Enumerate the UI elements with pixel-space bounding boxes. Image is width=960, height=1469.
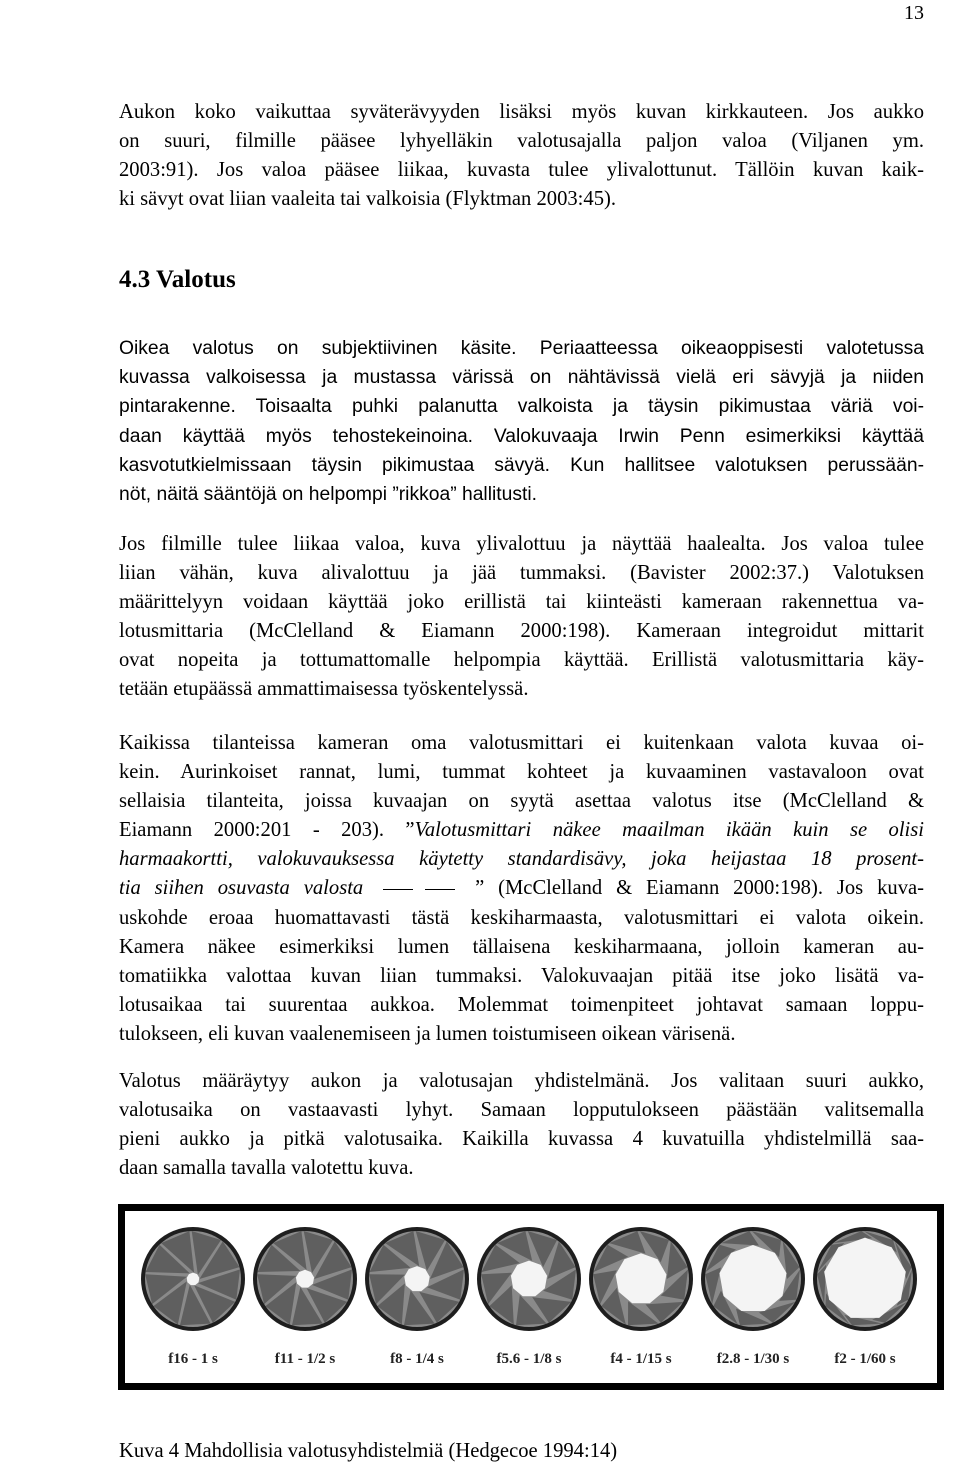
text-line: daan samalla tavalla valotettu kuva. [119,1157,414,1180]
aperture-diagram [589,1227,693,1367]
text-line: tetään etupäässä ammattimaisessa työskentelyssä. [119,678,529,701]
section-heading: 4.3 Valotus [119,266,236,293]
text-line: Valotus määräytyy aukon ja valotusajan yhdistelmänä. Jos valitaan suuri aukko, [119,1070,924,1092]
aperture-diagram [141,1227,245,1367]
text-line: ovat nopeita ja tottumattomalle helpompia käyttää. Erillistä valotusmittaria käy- [119,649,924,672]
aperture-label: f5.6 - 1/8 s [496,1351,562,1367]
quote-run: Valotusmittari näkee maailman ikään kuin se olisi [414,819,924,842]
aperture-label: f16 - 1 s [168,1351,218,1367]
aperture-diagram [365,1227,469,1367]
aperture-diagram [701,1227,805,1367]
quote-run: harmaakortti, valokuvauksessa käytetty standardisävy, joka heijastaa 18 prosent- [119,848,924,871]
paragraph-exposure-combination [119,1067,924,1183]
text-line: daan käyttää myös tehostekeinoina. Valokuvaaja Irwin Penn esimerkiksi käyttää [119,425,924,447]
quote-dash [425,889,455,890]
text-line: sellaisia tilanteita, joissa kuvaajan on syytä asettaa valotus itse (McClelland & [119,790,924,813]
paragraph-exposure-subjective [119,334,924,509]
text-line: kein. Aurinkoiset rannat, lumi, tummat kohteet ja kuvaaminen vastavaloon ovat [119,761,924,784]
text-line [119,816,924,845]
text-line: Kamera näkee esimerkiksi lumen tällaisena keskiharmaana, jolloin kameran au- [119,935,924,958]
text-line: kasvotutkielmissaan täysin pikimustaa sävyä. Kun hallitsee valotuksen perussään- [119,454,924,476]
text-line: ki sävyt ovat liian vaaleita tai valkoisia (Flyktman 2003:45). [119,188,617,211]
figure-caption: Kuva 4 Mahdollisia valotusyhdistelmiä (Hedgecoe 1994:14) [119,1440,618,1462]
text-line: valotusaika on vastaavasti lyhyt. Samaan lopputulokseen päästään valitsemalla [119,1099,924,1122]
aperture-figure [118,1204,944,1390]
text-run: Eiamann 2000:201 - 203). ” [119,819,415,842]
aperture-diagram [813,1227,917,1367]
paragraph-aperture-brightness [119,98,924,214]
text-line: tomatiikka valottaa kuvan liian tummaksi. Valokuvaajan pitää itse joko lisätä va- [119,964,924,987]
text-line: lotusaikaa tai suurentaa aukkoa. Molemmat toimenpiteet johtavat samaan loppu- [119,993,924,1016]
text-line: kuvassa valkoisessa ja mustassa värissä on nähtävissä vielä eri sävyjä ja niiden [119,367,924,389]
text-line: tulokseen, eli kuvan vaalenemiseen ja lumen toistumiseen oikean värisenä. [119,1022,736,1045]
text-line: on suuri, filmille pääsee lyhyelläkin valotusajalla paljon valoa (Viljanen ym. [119,130,924,153]
text-line: määrittelyyn voidaan käyttää joko erillistä tai kiinteästi kameraan rakennettua va- [119,591,924,614]
text-line: 2003:91). Jos valoa pääsee liikaa, kuvasta tulee ylivalottunut. Tällöin kuvan kaik- [119,159,924,182]
text-line: uskohde eroaa huomattavasti tästä keskiharmaasta, valotusmittari ei valota oikein. [119,906,924,929]
paragraph-meter-limitations [119,729,924,1049]
text-line: Kaikissa tilanteissa kameran oma valotusmittari ei kuitenkaan valota kuvaa oi- [119,732,924,754]
text-line: pieni aukko ja pitkä valotusaika. Kaikilla kuvassa 4 kuvatuilla yhdistelmillä saa- [119,1128,924,1151]
paragraph-light-meter [119,530,924,705]
text-line: Aukon koko vaikuttaa syväterävyyden lisäksi myös kuvan kirkkauteen. Jos aukko [119,101,924,123]
aperture-label: f11 - 1/2 s [274,1351,336,1367]
text-line: nöt, näitä sääntöjä on helpompi ”rikkoa” hallitusti. [119,484,537,506]
quote-run: tia siihen osuvasta valosta [119,877,364,900]
aperture-label: f4 - 1/15 s [610,1351,672,1367]
text-line [119,874,924,903]
aperture-label: f2 - 1/60 s [834,1351,896,1367]
text-line [119,845,924,874]
quote-dash [383,889,413,890]
text-line: liian vähän, kuva alivalottuu ja jää tummaksi. (Bavister 2002:37.) Valotuksen [119,562,924,585]
text-line: pintarakenne. Toisaalta puhki palanutta valkoista ja täysin pikimustaa väriä voi- [119,396,924,418]
aperture-label: f2.8 - 1/30 s [716,1351,790,1367]
aperture-diagram [253,1227,357,1367]
page-number: 13 [904,2,924,24]
aperture-illustration [125,1211,937,1383]
text-run: ” (McClelland & Eiamann 2000:198). Jos kuva- [475,877,924,900]
aperture-label: f8 - 1/4 s [390,1351,444,1367]
text-line: Oikea valotus on subjektiivinen käsite. Periaatteessa oikeaoppisesti valotetussa [119,338,924,359]
text-line: lotusmittaria (McClelland & Eiamann 2000:198). Kameraan integroidut mittarit [119,620,924,643]
aperture-diagram [477,1227,581,1367]
text-line: Jos filmille tulee liikaa valoa, kuva ylivalottuu ja näyttää haalealta. Jos valoa tulee [119,533,924,555]
